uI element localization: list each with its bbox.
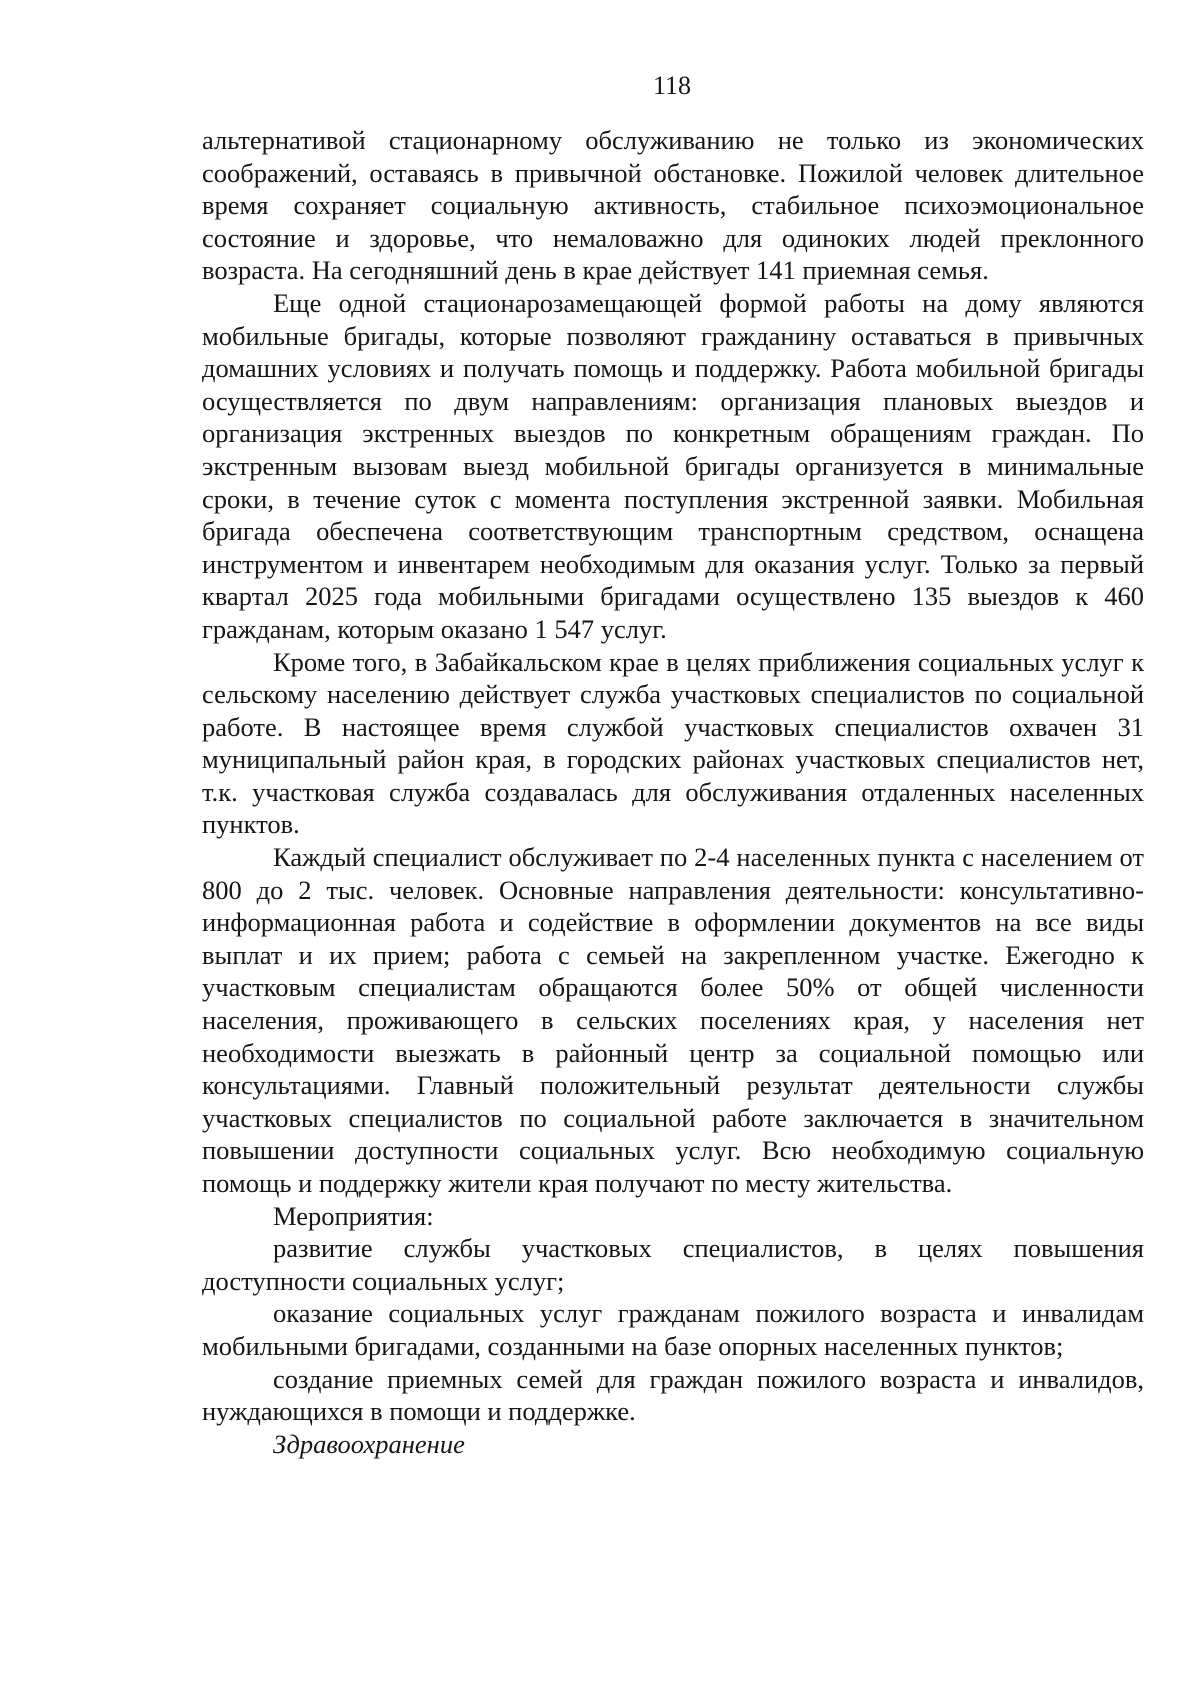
measure-item-2: оказание социальных услуг гражданам пожилого возраста и инвалидам мобильными бригадами, созданными на базе опорных населенных пунктов;	[202, 1298, 1144, 1361]
section-heading-healthcare: Здравоохранение	[273, 1428, 465, 1459]
measure-item-1: развитие службы участковых специалистов, в целях повышения доступности социальных услуг;	[202, 1233, 1144, 1296]
page-number: 118	[652, 71, 692, 100]
paragraph-mobile-brigades: Еще одной стационарозамещающей формой работы на дому являются мобильные бригады, которые позволяют гражданину оставаться в привычных домашних условиях и получать помощь и поддержку. Работа мобильной бригады осуществляется по двум направлениям: организация плановых выездов и организация экстренных выездов по конкретным обращениям граждан. По экстренным вызовам выезд мобильной бригады организуется в минимальные сроки, в течение суток с момента поступления экстренной заявки. Мобильная бригада обеспечена соответствующим транспортным средством, оснащена инструментом и инвентарем необходимым для оказания услуг. Только за первый квартал 2025 года мобильными бригадами осуществлено 135 выездов к 460 гражданам, которым оказано 1 547 услуг.	[202, 287, 1144, 644]
measures-heading: Мероприятия:	[273, 1200, 434, 1231]
body-text	[202, 124, 1144, 1460]
paragraph-specialist-duties: Каждый специалист обслуживает по 2-4 населенных пункта с населением от 800 до 2 тыс. человек. Основные направления деятельности: консультативно-информационная работа и содействие в оформлении документов на все виды выплат и их прием; работа с семьей на закрепленном участке. Ежегодно к участковым специалистам обращаются более 50% от общей численности населения, проживающего в сельских поселениях края, у населения нет необходимости выезжать в районный центр за социальной помощью или консультациями. Главный положительный результат деятельности службы участковых специалистов по социальной работе заключается в значительном повышении доступности социальных услуг. Всю необходимую социальную помощь и поддержку жители края получают по месту жительства.	[202, 842, 1144, 1198]
paragraph-district-specialists: Кроме того, в Забайкальском крае в целях приближения социальных услуг к сельскому населению действует служба участковых специалистов по социальной работе. В настоящее время службой участковых специалистов охвачен 31 муниципальный район края, в городских районах участковых специалистов нет, т.к. участковая служба создавалась для обслуживания отдаленных населенных пунктов.	[202, 646, 1144, 840]
measure-item-3: создание приемных семей для граждан пожилого возраста и инвалидов, нуждающихся в помощи и поддержке.	[202, 1363, 1144, 1427]
paragraph-continuation: альтернативой стационарному обслуживанию не только из экономических соображений, оставаясь в привычной обстановке. Пожилой человек длительное время сохраняет социальную активность, стабильное психоэмоциональное состояние и здоровье, что немаловажно для одиноких людей преклонного возраста. На сегодняшний день в крае действует 141 приемная семья.	[202, 125, 1144, 286]
